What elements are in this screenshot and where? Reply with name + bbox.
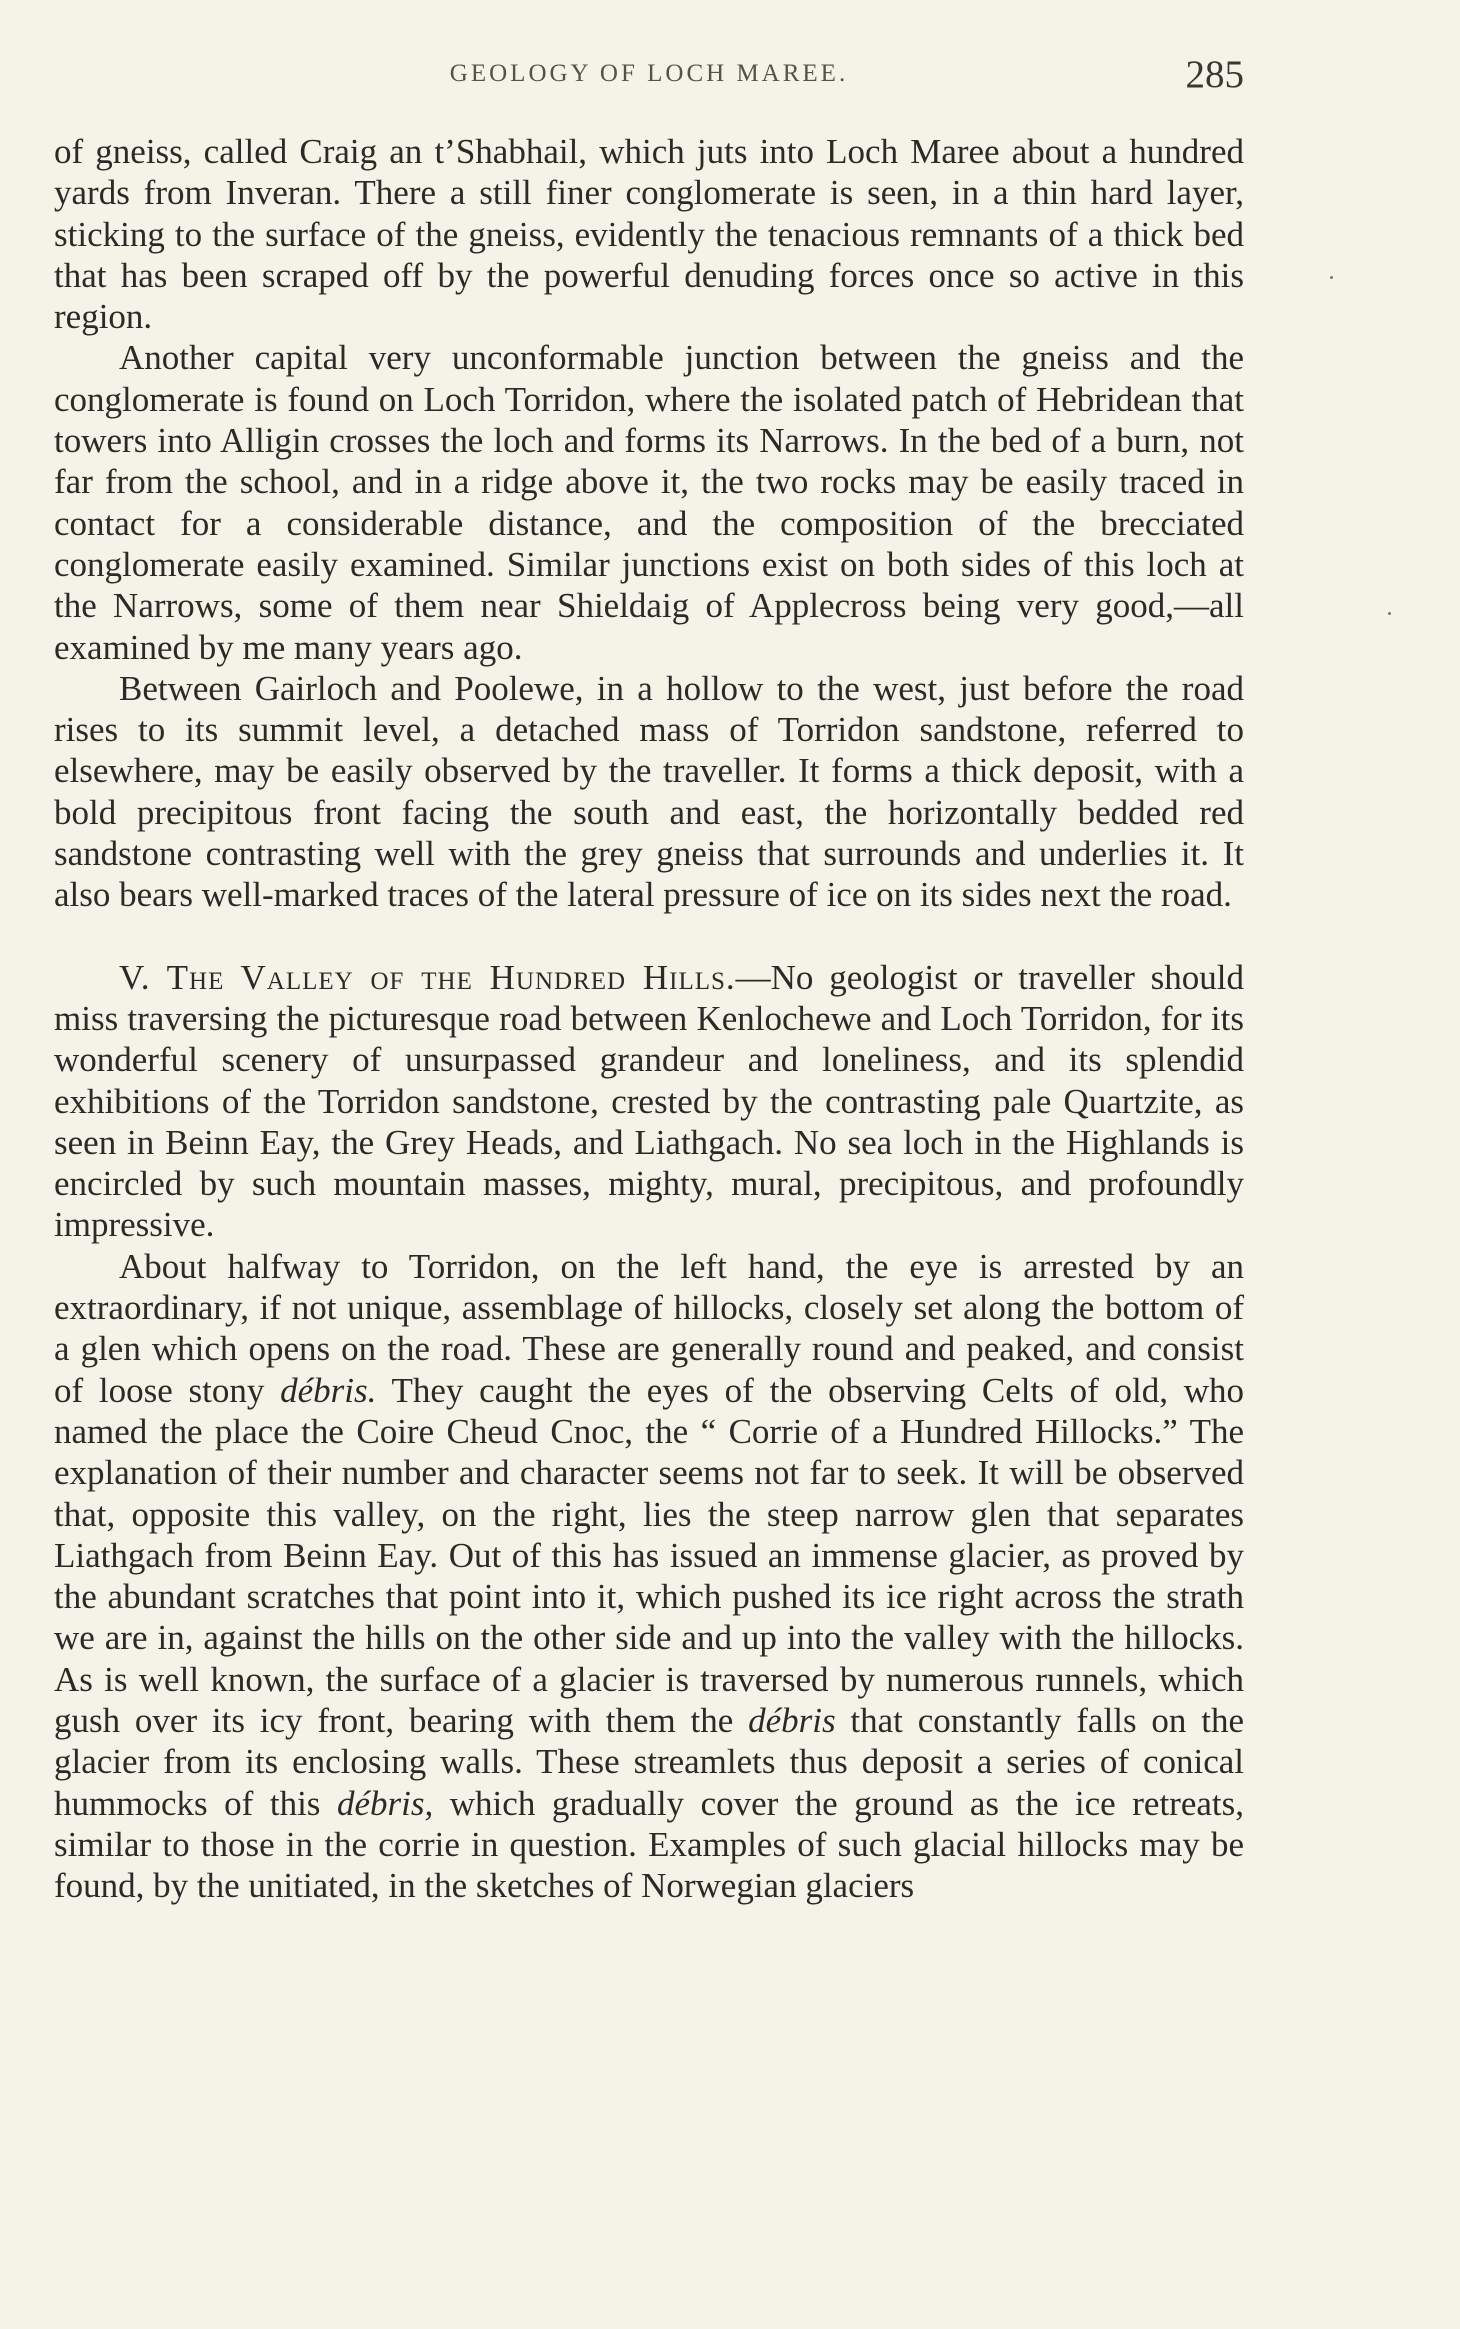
paragraph-loch-torridon: Another capital very unconformable junction between the gneiss and the conglomerate is found on Loch Torridon, where the isolated patch of Hebridean that towers into Alligin crosses the loch and forms its Narrows. In the bed of a burn, not far from the school, and in a ridge above it, the two rocks may be easily traced in contact for a considerable distance, and the composition of the brecciated conglomerate easily examined. Similar junctions exist on both sides of this loch at the Narrows, some of them near Shieldaig of Applecross being very good,—all examined by me many years ago. [54,338,1244,667]
italic-term: débris. [280,1370,377,1410]
running-head [54,52,1244,102]
section-paragraph [54,957,1244,1246]
paragraph-text-4: which gradually cover the ground as the ice retreats, similar to those in the corrie in question. Examples of such glacial hillocks may be found, by the unitiated, in the sketches of Norwegian glaciers [54,1783,1244,1906]
paragraph-hundred-hillocks [54,1246,1244,1907]
paragraph-gairloch-poolewe: Between Gairloch and Poolewe, in a hollow to the west, just before the road rises to its summit level, a detached mass of Torridon sandstone, referred to elsewhere, may be easily observed by the traveller. It forms a thick deposit, with a bold precipitous front facing the south and east, the horizontally bedded red sandstone contrasting well with the grey gneiss that surrounds and underlies it. It also bears well-marked traces of the lateral pressure of ice on its sides next the road. [54,668,1244,915]
section-heading: V. The Valley of the Hundred Hills. [119,957,736,997]
italic-term: débris, [336,1783,434,1823]
paragraph-text-1: About halfway to Torridon, on the left hand, the eye is arrested by an extraordinary, if not unique, assemblage of hillocks, closely set along the bottom of a glen which opens on the road. These are generally round and peaked, and consist of loose stony [54,1246,1244,1410]
italic-term: débris [748,1700,836,1740]
running-title: GEOLOGY OF LOCH MAREE. [449,60,849,87]
paper-speck [1388,612,1391,615]
paragraph-text-3: that constantly falls on the glacier from its enclosing walls. These streamlets thus deposit a series of conical hummocks of this [54,1700,1244,1823]
text-body [54,131,1244,1906]
paragraph-continued: of gneiss, called Craig an t’Shabhail, which juts into Loch Maree about a hundred yards from Inveran. There a still finer conglomerate is seen, in a thin hard layer, sticking to the surface of the gneiss, evidently the tenacious remnants of a thick bed that has been scraped off by the powerful denuding forces once so active in this region. [54,132,1244,337]
paragraph-text-2: They caught the eyes of the observing Celts of old, who named the place the Coire Cheud Cnoc, the “ Corrie of a Hundred Hillocks.” The explanation of their number and character seems not far to seek. It will be observed that, opposite this valley, on the right, lies the steep narrow glen that separates Liathgach from Beinn Eay. Out of this has issued an immense glacier, as proved by the abundant scratches that point into it, which pushed its ice right across the strath we are in, against the hills on the other side and up into the valley with the hillocks. As is well known, the surface of a glacier is traversed by numerous runnels, which gush over its icy front, bearing with them the [54,1370,1244,1740]
paper-speck [1330,276,1333,279]
page-number: 285 [1185,53,1244,96]
section-lead-text: —No geologist or traveller should miss traversing the picturesque road between Kenlochewe and Loch Torridon, for its wonderful scenery of unsurpassed grandeur and loneliness, and its splendid exhibitions of the Torridon sandstone, crested by the contrasting pale Quartzite, as seen in Beinn Eay, the Grey Heads, and Liathgach. No sea loch in the Highlands is encircled by such mountain masses, mighty, mural, precipitous, and profoundly impressive. [54,957,1244,1245]
